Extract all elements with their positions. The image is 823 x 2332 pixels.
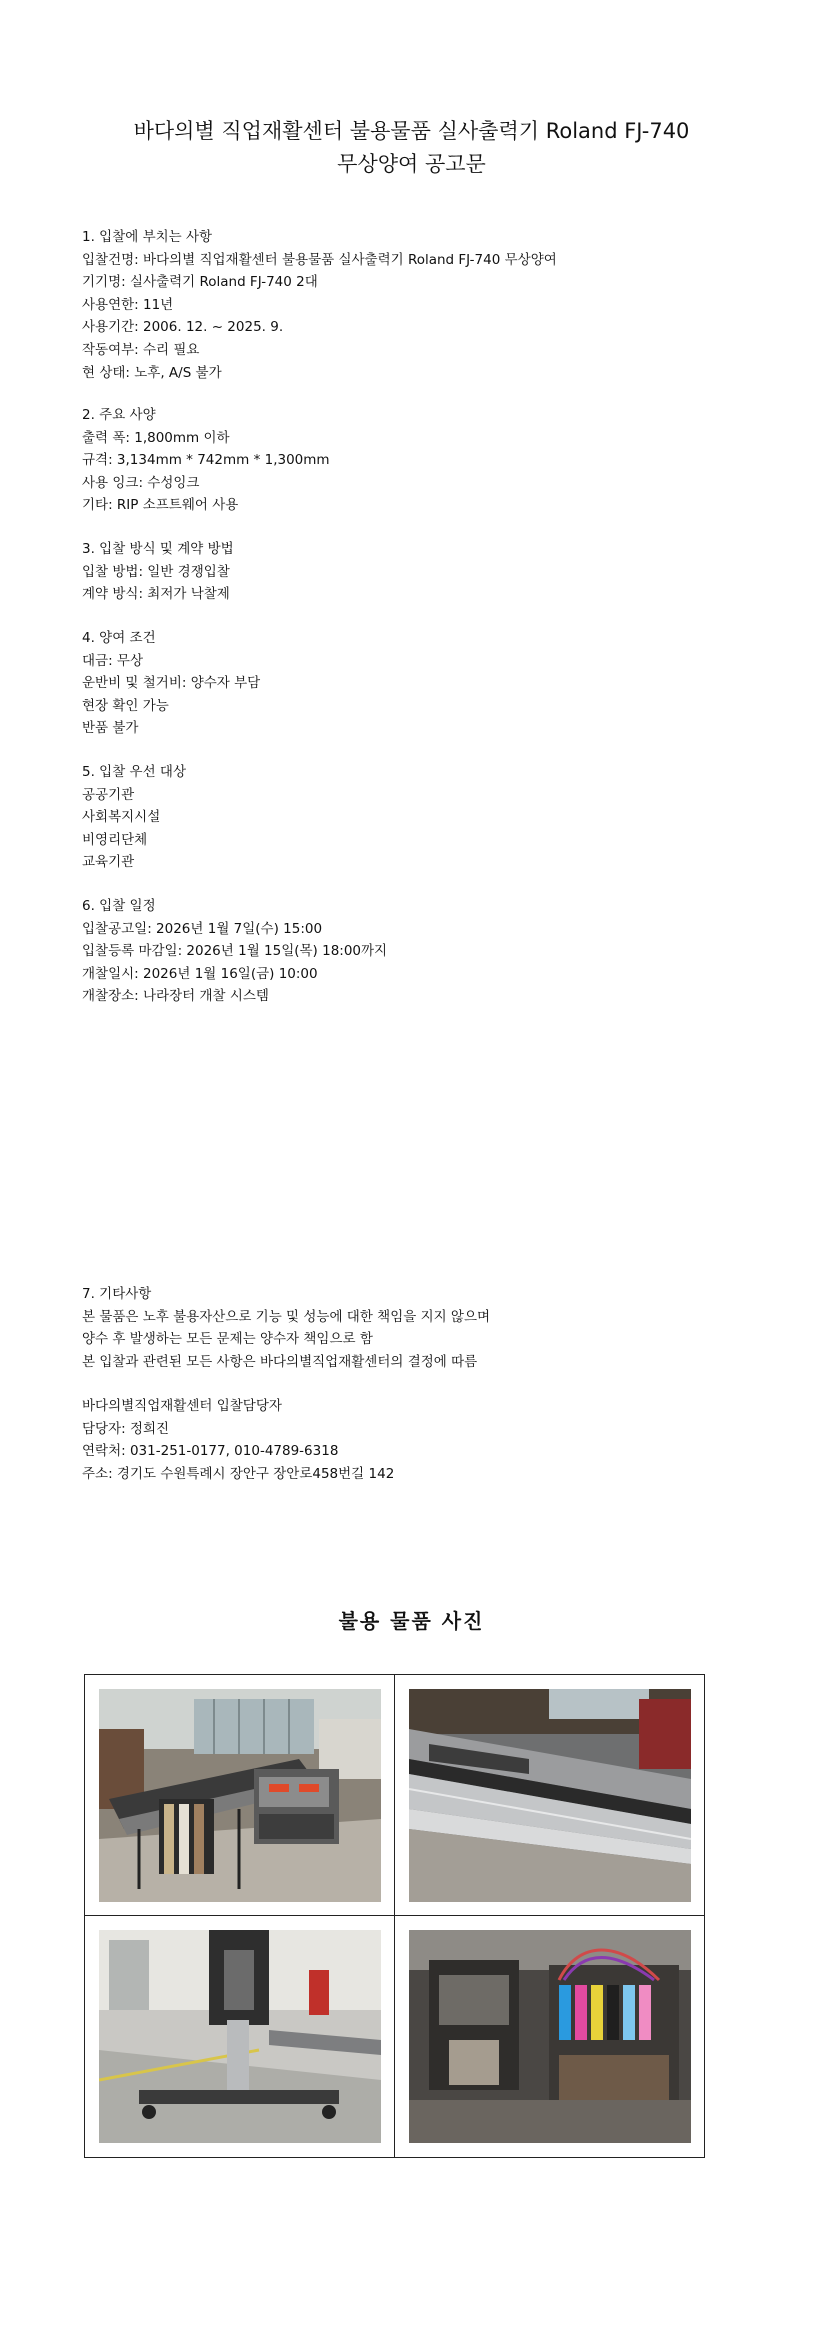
title-line-1: 바다의별 직업재활센터 불용물품 실사출력기 Roland FJ-740 xyxy=(133,119,690,143)
document-title xyxy=(0,115,823,181)
text-line: 기타: RIP 소프트웨어 사용 xyxy=(82,497,239,514)
section-etc xyxy=(82,1283,490,1373)
printer-photo-front xyxy=(99,1689,381,1902)
text-line: 규격: 3,134mm * 742mm * 1,300mm xyxy=(82,452,330,469)
text-line: 사회복지시설 xyxy=(82,809,161,826)
printer-photo-carriage xyxy=(409,1689,691,1902)
text-line: 입찰등록 마감일: 2026년 1월 15일(목) 18:00까지 xyxy=(82,943,388,960)
text-line: 운반비 및 철거비: 양수자 부담 xyxy=(82,675,261,692)
text-line: 개찰장소: 나라장터 개찰 시스템 xyxy=(82,988,269,1005)
section-heading: 2. 주요 사양 xyxy=(82,407,156,423)
text-line: 비영리단체 xyxy=(82,831,148,848)
contact-person: 담당자: 정희진 xyxy=(82,1420,170,1437)
text-line: 사용 잉크: 수성잉크 xyxy=(82,474,200,491)
text-line: 현 상태: 노후, A/S 불가 xyxy=(82,364,222,381)
section-schedule xyxy=(82,895,387,1008)
text-line: 반품 불가 xyxy=(82,720,139,737)
photo-grid xyxy=(84,1674,705,2158)
text-line: 작동여부: 수리 필요 xyxy=(82,341,200,358)
printer-photo-stand xyxy=(99,1930,381,2143)
text-line: 사용연한: 11년 xyxy=(82,296,174,313)
contact-phone: 연락처: 031-251-0177, 010-4789-6318 xyxy=(82,1443,339,1460)
section-heading: 6. 입찰 일정 xyxy=(82,898,156,914)
text-line: 출력 폭: 1,800mm 이하 xyxy=(82,429,230,446)
text-line: 개찰일시: 2026년 1월 16일(금) 10:00 xyxy=(82,965,318,982)
grid-divider-vertical xyxy=(394,1675,395,2157)
title-line-2: 무상양여 공고문 xyxy=(337,152,486,176)
section-bid-method xyxy=(82,538,234,606)
photos-title: 불용 물품 사진 xyxy=(338,1609,485,1633)
section-heading: 4. 양여 조건 xyxy=(82,630,156,646)
section-heading: 5. 입찰 우선 대상 xyxy=(82,764,186,780)
text-line: 기기명: 실사출력기 Roland FJ-740 2대 xyxy=(82,274,318,291)
printer-photo-internal xyxy=(409,1930,691,2143)
section-specs xyxy=(82,404,330,517)
text-line: 대금: 무상 xyxy=(82,652,144,669)
text-line: 사용기간: 2006. 12. ~ 2025. 9. xyxy=(82,319,284,336)
contact-heading: 바다의별직업재활센터 입찰담당자 xyxy=(82,1398,282,1414)
section-heading: 3. 입찰 방식 및 계약 방법 xyxy=(82,541,234,557)
text-line: 입찰공고일: 2026년 1월 7일(수) 15:00 xyxy=(82,920,323,937)
section-priority-targets xyxy=(82,761,186,874)
section-transfer-conditions xyxy=(82,627,260,740)
section-contact xyxy=(82,1395,394,1485)
section-heading: 7. 기타사항 xyxy=(82,1286,152,1302)
text-line: 현장 확인 가능 xyxy=(82,697,169,714)
text-line: 본 입찰과 관련된 모든 사항은 바다의별직업재활센터의 결정에 따름 xyxy=(82,1353,478,1370)
text-line: 입찰 방법: 일반 경쟁입찰 xyxy=(82,563,230,580)
text-line: 계약 방식: 최저가 낙찰제 xyxy=(82,586,230,603)
text-line: 양수 후 발생하는 모든 문제는 양수자 책임으로 함 xyxy=(82,1331,373,1348)
text-line: 교육기관 xyxy=(82,854,135,871)
grid-divider-horizontal xyxy=(85,1915,704,1916)
text-line: 공공기관 xyxy=(82,786,135,803)
contact-address: 주소: 경기도 수원특례시 장안구 장안로458번길 142 xyxy=(82,1465,395,1482)
section-heading: 1. 입찰에 부치는 사항 xyxy=(82,229,213,245)
text-line: 입찰건명: 바다의별 직업재활센터 불용물품 실사출력기 Roland FJ-740 무상양여 xyxy=(82,251,557,268)
text-line: 본 물품은 노후 불용자산으로 기능 및 성능에 대한 책임을 지지 않으며 xyxy=(82,1308,491,1325)
section-bid-items xyxy=(82,226,557,384)
